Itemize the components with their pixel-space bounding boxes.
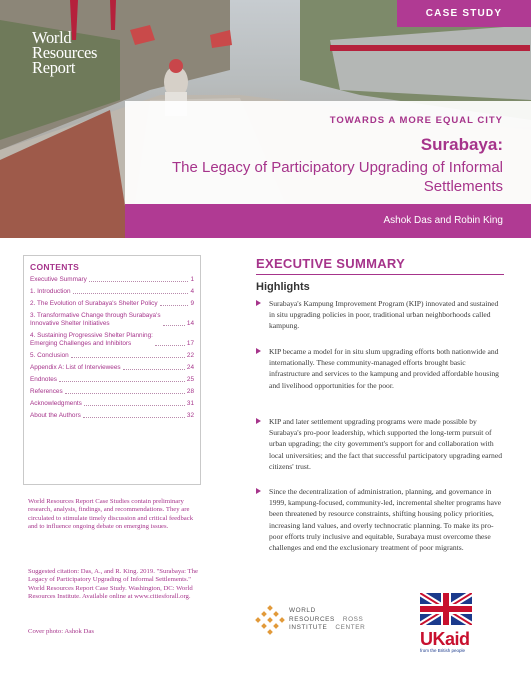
toc-leader <box>71 357 185 358</box>
triangle-bullet-icon <box>256 300 261 306</box>
wri-logo-icon <box>255 605 285 640</box>
toc-item[interactable] <box>30 312 194 328</box>
toc-item[interactable] <box>30 276 194 284</box>
triangle-bullet-icon <box>256 488 261 494</box>
brand-logo <box>32 30 97 75</box>
toc-item[interactable] <box>30 376 194 384</box>
page-subtitle: The Legacy of Participatory Upgrading of Informal Settlements <box>171 159 503 195</box>
ukaid-logo <box>420 593 472 653</box>
ross-line: CENTER <box>335 624 366 631</box>
toc-item-label: 4. Sustaining Progressive Shelter Planning: Emerging Challenges and Inhibitors <box>30 332 153 347</box>
toc-item-label: References <box>30 388 63 395</box>
toc-item-page: 9 <box>190 300 194 307</box>
toc-item-page: 25 <box>186 376 194 383</box>
toc-item[interactable] <box>30 332 194 348</box>
brand-line: Resources <box>32 43 98 62</box>
toc-item-label: Executive Summary <box>30 276 87 283</box>
toc-item-page: 24 <box>186 364 194 371</box>
toc-leader <box>89 281 189 282</box>
toc-heading: CONTENTS <box>30 262 80 272</box>
toc-item-page: 14 <box>186 320 194 327</box>
executive-summary-heading: EXECUTIVE SUMMARY <box>256 256 406 271</box>
toc-leader <box>123 369 185 370</box>
toc-item-page: 32 <box>186 412 194 419</box>
highlight-bullet <box>256 486 506 553</box>
suggested-citation: Suggested citation: Das, A., and R. King. 2019. "Surabaya: The Legacy of Participatory Upgrading of Informal Settlements." World Resources Report Case Study. Washington, DC: World Resources Institute. Available online at www.citiesforall.org. <box>28 568 198 601</box>
toc-item[interactable] <box>30 388 194 396</box>
toc-item[interactable] <box>30 364 194 372</box>
toc-leader <box>163 325 185 326</box>
wri-logo-text <box>289 607 365 633</box>
highlight-text: KIP became a model for in situ slum upgrading efforts both nationwide and internationally. These community-managed efforts brought basic infrastructure and services to the kampung and provided affordable housing and livelihood opportunities for the poor. <box>269 347 499 390</box>
authors: Ashok Das and Robin King <box>383 215 503 226</box>
toc-leader <box>160 305 189 306</box>
toc-leader <box>73 293 189 294</box>
highlight-bullet <box>256 346 506 391</box>
case-study-tab: CASE STUDY <box>397 0 531 27</box>
toc-item[interactable] <box>30 400 194 408</box>
toc-item-page: 1 <box>190 276 194 283</box>
toc-leader <box>65 393 185 394</box>
ross-line: ROSS <box>342 615 364 623</box>
highlight-text: Since the decentralization of administration, planning, and governance in 1999, kampung-focused, community-led, incremental shelter programs have been threatened by resource constraints, shifting housing policy priorities, increasing land values, and overly technocratic planning. To make its pro-poor efforts truly inclusive and equitable, Surabaya must overcome these challenges and end the exclusionary treatment of poor migrants. <box>269 487 502 553</box>
wri-line: RESOURCES <box>289 615 335 623</box>
toc-item-page: 28 <box>186 388 194 395</box>
toc-item-label: Endnotes <box>30 376 58 383</box>
toc-leader <box>83 417 185 418</box>
toc-item-label: Appendix A: List of Interviewees <box>30 364 121 371</box>
toc-item-label: 3. Transformative Change through Surabaya's Innovative Shelter Initiatives <box>30 312 161 327</box>
union-flag-icon <box>420 593 472 625</box>
highlight-text: KIP and later settlement upgrading programs were made possible by Surabaya's pro-poor leadership, which supported the long-term pursuit of urban upgrading; the city government's support for and collaboration with local universities; and the fact that successful participatory upgrading earned citizens' trust. <box>269 417 502 471</box>
wri-line: WORLD <box>289 607 316 614</box>
heading-rule <box>256 274 504 275</box>
highlight-text: Surabaya's Kampung Improvement Program (KIP) innovated and sustained in situ upgrading policies in poor, traditional urban neighborhoods called kampung. <box>269 299 499 331</box>
brand-line: World <box>32 28 72 47</box>
toc-item-page: 4 <box>190 288 194 295</box>
ukaid-tagline: from the British people <box>420 648 466 653</box>
toc-item-label: About the Authors <box>30 412 81 419</box>
toc-item-label: 1. Introduction <box>30 288 71 295</box>
series-description: World Resources Report Case Studies contain preliminary research, analysis, findings, and recommendations. They are circulated to stimulate timely discussion and critical feedback and to influence ongoing debate on emerging issues. <box>28 498 194 531</box>
highlight-bullet <box>256 298 506 332</box>
ukaid-wordmark: UKaid <box>420 629 470 649</box>
toc-item[interactable] <box>30 288 194 296</box>
highlights-heading: Highlights <box>256 281 310 293</box>
toc-item[interactable] <box>30 412 194 420</box>
highlight-bullet <box>256 416 506 472</box>
toc-item-page: 22 <box>186 352 194 359</box>
kicker: TOWARDS A MORE EQUAL CITY <box>329 115 503 126</box>
triangle-bullet-icon <box>256 348 261 354</box>
toc-item[interactable] <box>30 352 194 360</box>
wri-line: INSTITUTE <box>289 624 328 631</box>
toc-item-label: Acknowledgments <box>30 400 82 407</box>
brand-line: Report <box>32 58 76 77</box>
toc-leader <box>59 381 185 382</box>
toc-leader <box>155 345 185 346</box>
triangle-bullet-icon <box>256 418 261 424</box>
toc-item-label: 5. Conclusion <box>30 352 69 359</box>
toc-item-label: 2. The Evolution of Surabaya's Shelter Policy <box>30 300 158 307</box>
table-of-contents <box>23 255 201 485</box>
toc-item-page: 31 <box>186 400 194 407</box>
toc-item[interactable] <box>30 300 194 308</box>
toc-item-page: 17 <box>186 340 194 347</box>
page-title: Surabaya: <box>420 135 503 154</box>
cover-photo-credit: Cover photo: Ashok Das <box>28 628 94 635</box>
toc-leader <box>84 405 185 406</box>
